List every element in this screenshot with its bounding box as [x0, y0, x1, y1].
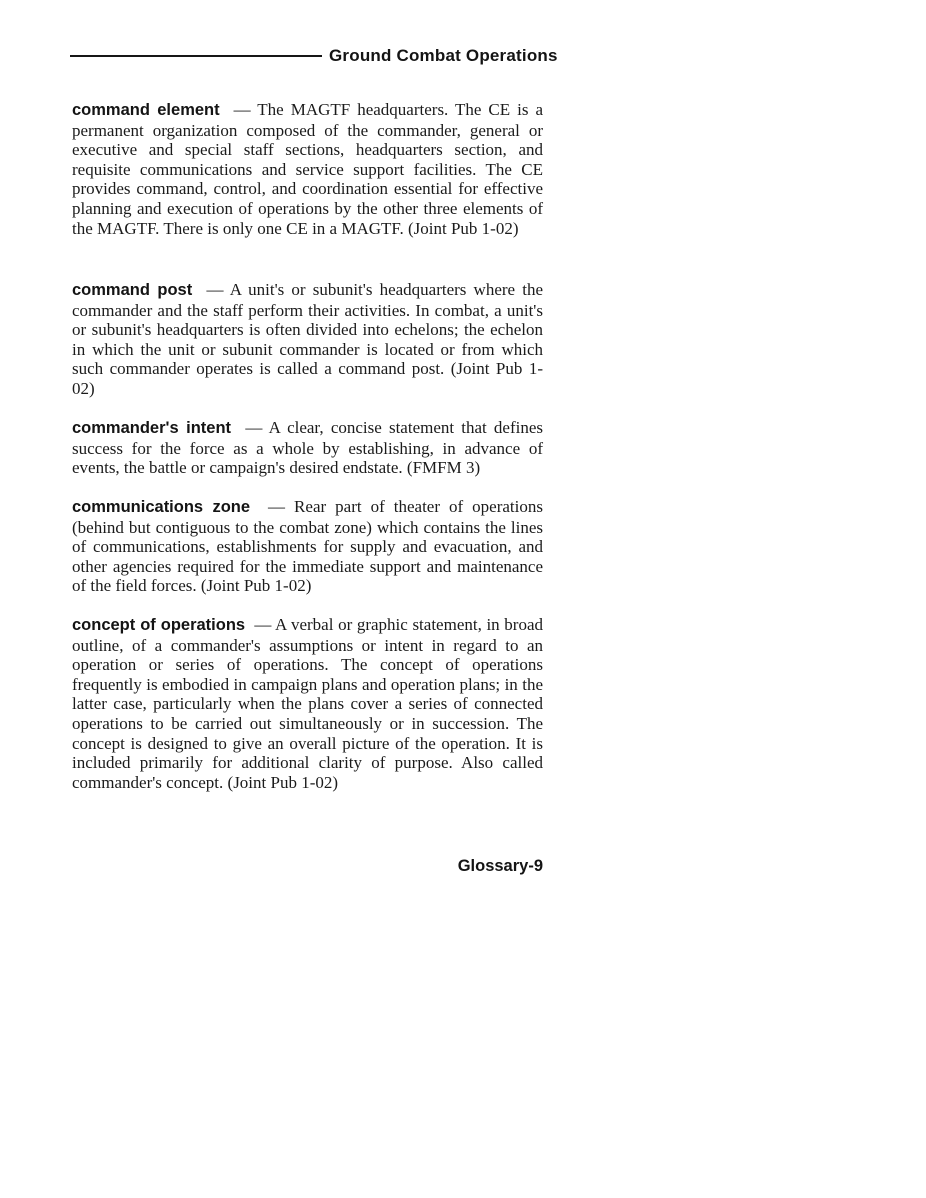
term-label: communications zone — [72, 498, 251, 516]
term-label: command element — [72, 101, 220, 119]
definition-text: — Rear part of theater of operations (behind but contiguous to the combat zone) which contains the lines of communications, establishments for supply and evacuation, and other agencies required for the immediate support and maintenance of the field forces. (Joint Pub 1-02) — [72, 497, 543, 596]
term-label: command post — [72, 281, 193, 299]
glossary-entry-command-element — [72, 100, 543, 238]
definition-text: — A clear, concise statement that defines success for the force as a whole by establishing, in advance of events, the battle or campaign's desired endstate. (FMFM 3) — [72, 418, 544, 478]
glossary-entry-concept-of-operations — [72, 615, 543, 792]
definition-text: — A verbal or graphic statement, in broad outline, of a commander's assumptions or intent in regard to an operation or series of operations. The concept of operations frequently is embodied in campaign plans and operation plans; in the latter case, particularly when the plans cover a series of connected operations to be carried out simultaneously or in succession. The concept is designed to give an overall picture of the operation. It is included primarily for additional clarity of purpose. Also called commander's concept. (Joint Pub 1-02) — [72, 615, 544, 792]
definition-text: — The MAGTF headquarters. The CE is a permanent organization composed of the commander, general or executive and special staff sections, headquarters section, and requisite communications and service support facilities. The CE provides command, control, and coordination essential for effective planning and execution of operations by the other three elements of the MAGTF. There is only one CE in a MAGTF. (Joint Pub 1-02) — [72, 100, 543, 238]
header-rule-line — [70, 55, 322, 57]
term-label: commander's intent — [72, 419, 232, 437]
glossary-entry-commanders-intent — [72, 418, 543, 478]
glossary-entry-communications-zone — [72, 497, 543, 596]
definition-text: — A unit's or subunit's headquarters where the commander and the staff perform their activities. In combat, a unit's or subunit's headquarters is often divided into echelons; the echelon in which the unit or subunit commander is located or from which such commander operates is called a command post. (Joint Pub 1-02) — [72, 280, 543, 398]
glossary-entry-command-post — [72, 280, 543, 399]
page-number: Glossary-9 — [457, 857, 543, 875]
term-label: concept of operations — [72, 616, 246, 634]
page-header-title: Ground Combat Operations — [329, 46, 558, 65]
page-header — [70, 46, 558, 66]
